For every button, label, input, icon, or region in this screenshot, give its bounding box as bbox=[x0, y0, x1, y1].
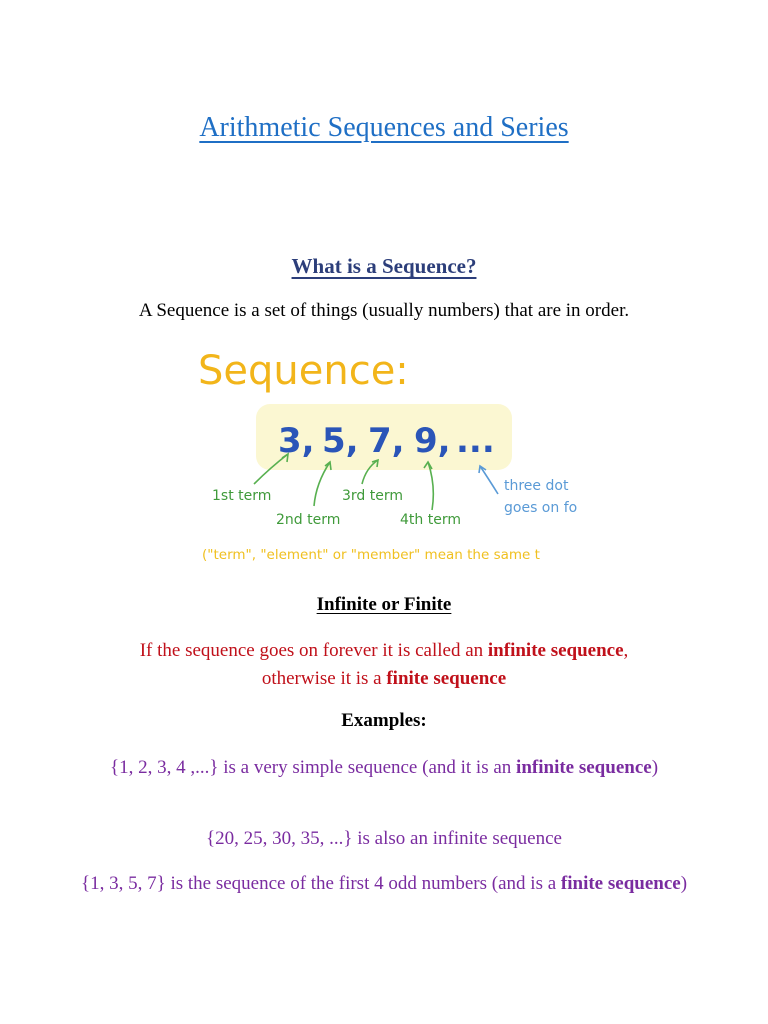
text-segment: {1, 3, 5, 7} is the sequence of the first 4 odd numbers (and is a bbox=[80, 873, 561, 894]
sequence-illustration bbox=[192, 338, 578, 570]
document-title: Arithmetic Sequences and Series bbox=[199, 112, 569, 143]
term-infinite-sequence: infinite sequence bbox=[516, 757, 652, 778]
section-heading: What is a Sequence? bbox=[291, 254, 477, 278]
term-label-3rd: 3rd term bbox=[342, 488, 404, 504]
text-segment: If the sequence goes on forever it is called an bbox=[139, 640, 488, 661]
term-label-1st: 1st term bbox=[212, 488, 272, 504]
dots-note-line2: goes on fo bbox=[504, 500, 578, 516]
sequence-number: 5, bbox=[322, 421, 359, 461]
examples-heading: Examples: bbox=[341, 710, 427, 731]
example-item: {20, 25, 30, 35, ...} is also an infinite sequence bbox=[206, 828, 562, 849]
infinite-finite-heading: Infinite or Finite bbox=[316, 594, 452, 615]
definition-text: A Sequence is a set of things (usually numbers) that are in order. bbox=[138, 300, 630, 321]
sequence-ellipsis: ... bbox=[456, 421, 495, 461]
example-item bbox=[80, 870, 688, 898]
sequence-number: 3, bbox=[278, 421, 315, 461]
term-infinite-sequence: infinite sequence bbox=[487, 640, 624, 661]
sequence-number: 9, bbox=[414, 421, 451, 461]
text-segment: ) bbox=[680, 873, 688, 894]
figure-footnote: ("term", "element" or "member" mean the same t bbox=[202, 547, 540, 563]
dots-note-line1: three dot bbox=[504, 478, 569, 494]
text-segment: , bbox=[623, 640, 629, 661]
term-label-2nd: 2nd term bbox=[276, 512, 341, 528]
term-finite-sequence: finite sequence bbox=[386, 668, 507, 689]
sequence-number: 7, bbox=[368, 421, 405, 461]
text-segment: {1, 2, 3, 4 ,...} is a very simple sequence (and it is an bbox=[109, 757, 517, 778]
text-segment: otherwise it is a bbox=[261, 668, 387, 689]
text-segment: ) bbox=[651, 757, 659, 778]
figure-label: Sequence: bbox=[198, 348, 409, 394]
term-finite-sequence: finite sequence bbox=[560, 873, 681, 894]
term-label-4th: 4th term bbox=[400, 512, 461, 528]
example-item bbox=[80, 754, 688, 782]
infinite-finite-explanation bbox=[60, 637, 708, 693]
